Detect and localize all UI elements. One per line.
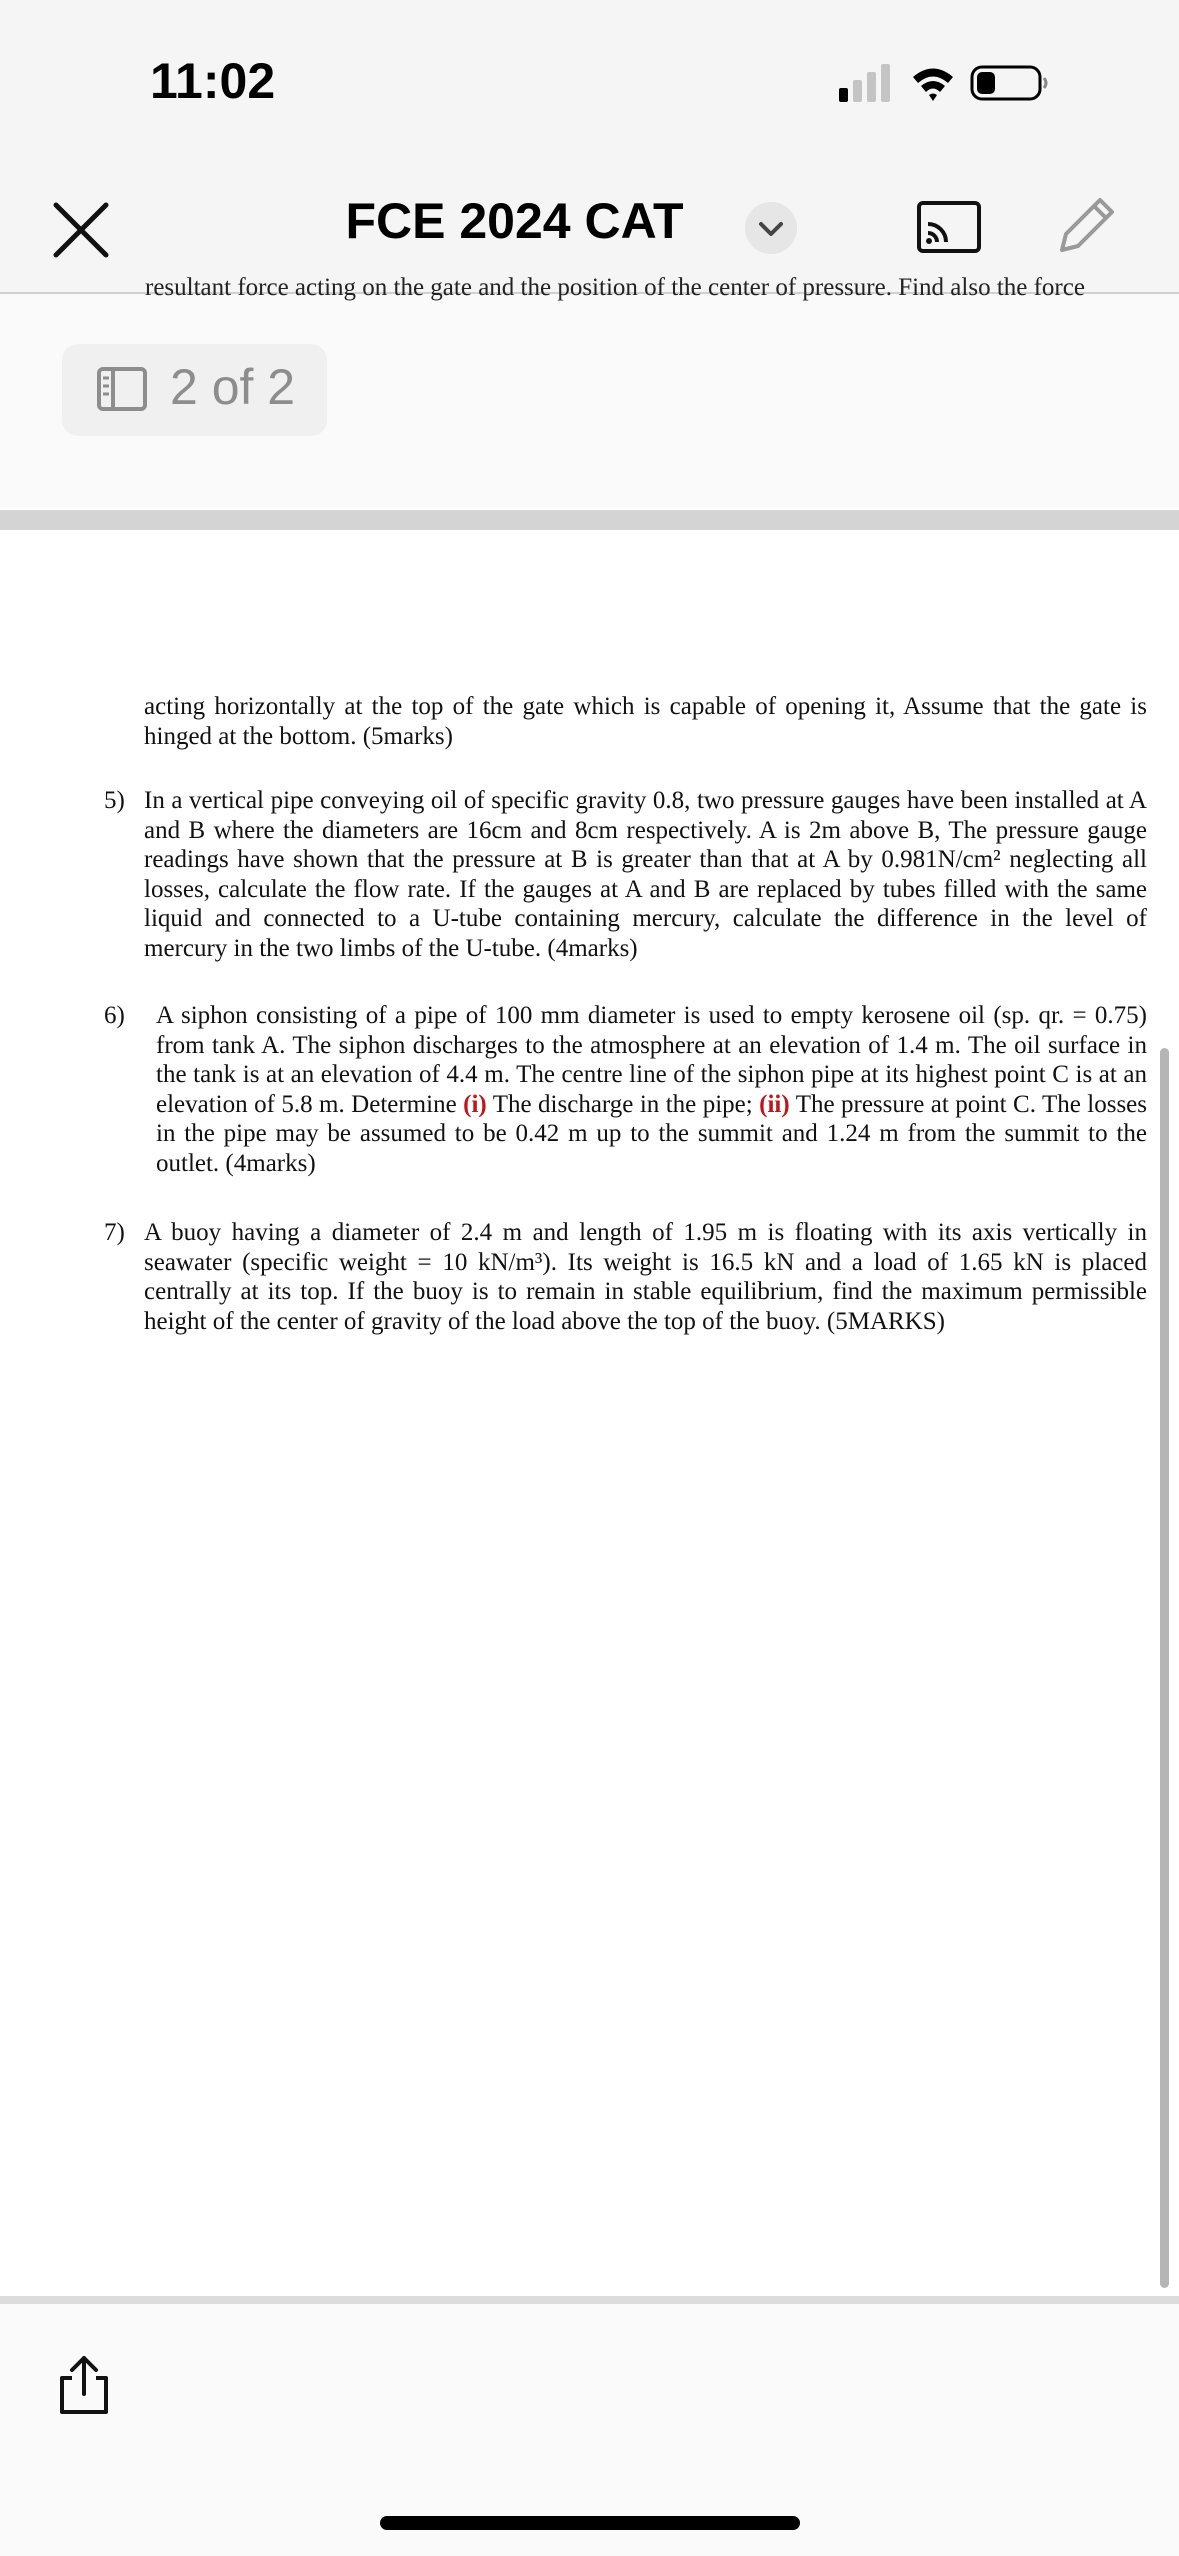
question-number: 6) — [104, 1002, 125, 1029]
question-text: A buoy having a diameter of 2.4 m and length of 1.95 m is floating with its axis vertically in seawater (specific weight = 10 kN/m³). Its weight is 16.5 kN and a load of 1.65 kN is placed centrally at its top. If the buoy is to remain in stable equilibrium, find the maximum permissible height of the center of gravity of the load above the top of the buoy. (5MARKS) — [144, 1219, 1147, 1335]
question-number: 5) — [104, 787, 125, 814]
cast-icon[interactable] — [916, 200, 982, 254]
clipped-text-line: resultant force acting on the gate and the position of the center of pressure. Find also the force — [145, 274, 1085, 301]
question-text-part-c: The pressure at point C. The losses in the pipe may be assumed to be 0.42 m up to the summit and 1.24 m from the summit to the outlet. (4marks) — [156, 1090, 1148, 1177]
document-page — [0, 530, 1179, 2300]
title-wrap — [0, 192, 1179, 250]
question-text-part-a: A siphon consisting of a pipe of 100 mm diameter is used to empty kerosene oil (sp. qr. = 0.75) from tank A. The siphon discharges to the atmosphere at an elevation of 1.4 m. The oil surface in the tank is at an elevation of 4.4 m. The centre line of the siphon pipe at its highest point C is at an elevation of 5.8 m. Determine — [156, 1002, 1147, 1118]
scrollbar[interactable] — [1160, 1048, 1169, 2288]
continuation-text: acting horizontally at the top of the gate which is capable of opening it, Assume that the gate is hinged at the bottom. (5marks) — [144, 693, 1147, 750]
bottom-divider — [0, 2296, 1179, 2304]
marker-i: (i) — [463, 1090, 487, 1118]
question-text: In a vertical pipe conveying oil of specific gravity 0.8, two pressure gauges have been installed at A and B where the diameters are 16cm and 8cm respectively. A is 2m above B, The pressure gauge readings have shown that the pressure at B is greater than that at A by 0.981N/cm² neglecting all losses, calculate the flow rate. If the gauges at A and B are replaced by tubes filled with the same liquid and connected to a U-tube containing mercury, calculate the difference in the level of mercury in the two limbs of the U-tube. (4marks) — [144, 787, 1147, 962]
signal-icon — [839, 64, 890, 102]
status-time: 11:02 — [150, 53, 276, 109]
chevron-down-icon[interactable] — [745, 202, 797, 254]
page-indicator — [62, 344, 327, 436]
question-text — [156, 1001, 1147, 1178]
share-icon[interactable] — [52, 2354, 116, 2418]
wifi-icon — [913, 69, 953, 102]
page-indicator-label: 2 of 2 — [170, 359, 296, 415]
marker-ii: (ii) — [759, 1090, 790, 1118]
page-title[interactable]: FCE 2024 CAT — [345, 193, 684, 249]
pencil-icon[interactable] — [1050, 192, 1120, 262]
battery-icon — [972, 67, 1046, 99]
question-number: 7) — [104, 1219, 125, 1246]
page-icon — [96, 366, 148, 412]
question-text-part-b: The discharge in the pipe; — [492, 1090, 753, 1118]
page-divider — [0, 510, 1179, 530]
status-icons — [839, 62, 1079, 112]
home-indicator[interactable] — [380, 2516, 800, 2530]
status-bar — [0, 0, 1179, 180]
